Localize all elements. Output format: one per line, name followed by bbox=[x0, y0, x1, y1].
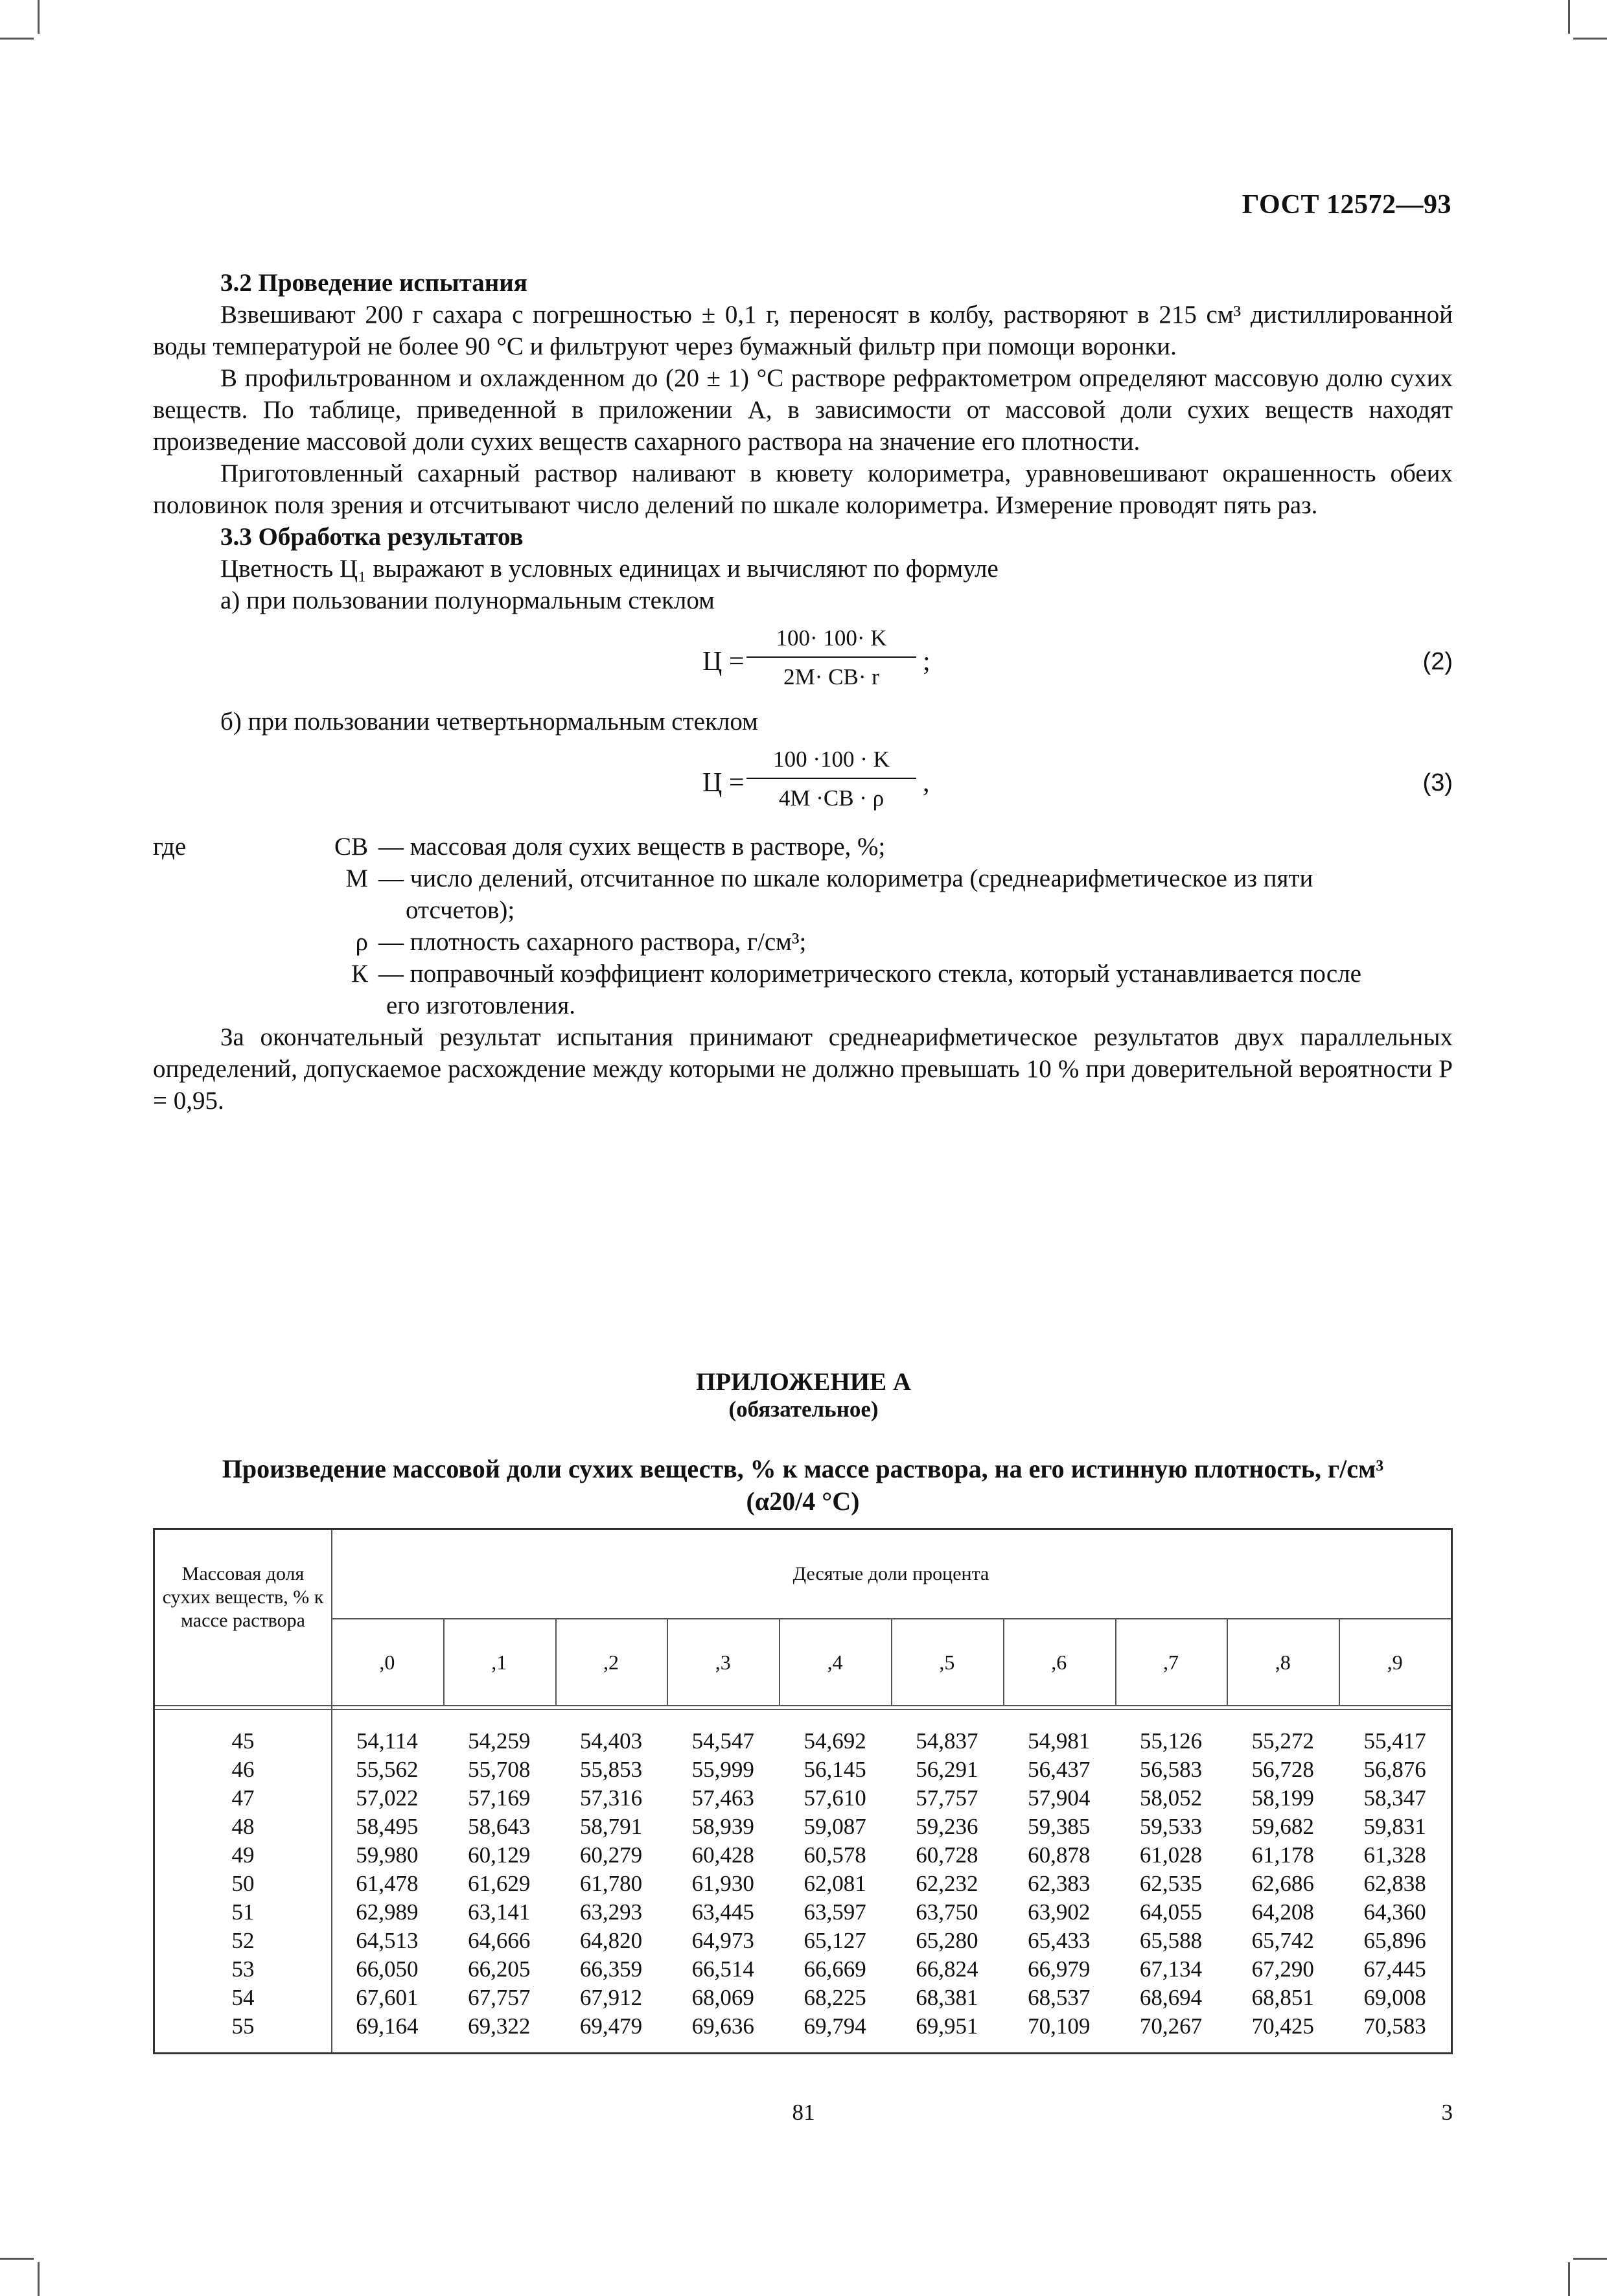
formula-numerator: 100 ·100 · K bbox=[773, 747, 890, 772]
table-cell: 63,141 bbox=[468, 1899, 531, 1925]
table-cell: 54,547 bbox=[691, 1728, 754, 1754]
section-3-2-title: 3.2 Проведение испытания bbox=[220, 269, 527, 297]
body-text bbox=[153, 267, 1453, 1117]
table-grid-line bbox=[331, 1618, 1451, 1619]
where-prefix: где bbox=[153, 833, 187, 861]
group-header: Десятые доли процента bbox=[792, 1563, 989, 1584]
density-table bbox=[153, 1528, 1453, 2054]
formula-lhs: Ц = bbox=[702, 647, 745, 677]
variable-definitions bbox=[153, 831, 1453, 1021]
crop-mark bbox=[38, 2262, 40, 2296]
table-cell: 61,478 bbox=[356, 1871, 419, 1896]
paragraph: Цветность Ц₁ выражают в условных единицах и вычисляют по формуле bbox=[220, 555, 999, 583]
table-cell: 68,069 bbox=[691, 1985, 754, 2010]
column-header: ,7 bbox=[1162, 1651, 1179, 1674]
formula-lhs: Ц = bbox=[702, 768, 745, 798]
table-cell: 64,666 bbox=[468, 1928, 531, 1953]
table-cell: 69,164 bbox=[356, 2013, 419, 2039]
table-cell: 60,129 bbox=[468, 1842, 531, 1868]
crop-mark bbox=[1568, 2262, 1570, 2296]
row-key: 50 bbox=[231, 1871, 255, 1896]
table-cell: 65,742 bbox=[1251, 1928, 1314, 1953]
table-cell: 59,533 bbox=[1139, 1814, 1203, 1839]
column-header: ,0 bbox=[379, 1651, 395, 1674]
formula-number: (2) bbox=[1422, 648, 1453, 675]
crop-mark bbox=[0, 38, 34, 40]
formula-fraction bbox=[746, 741, 916, 813]
case-b-label: б) при пользовании четвертьнормальным стеклом bbox=[220, 708, 758, 736]
table-cell: 69,322 bbox=[468, 2013, 531, 2039]
column-header: ,8 bbox=[1275, 1651, 1291, 1674]
appendix-title: ПРИЛОЖЕНИЕ А bbox=[695, 1368, 912, 1396]
table-cell: 66,514 bbox=[691, 1956, 754, 1982]
table-cell: 55,853 bbox=[579, 1757, 643, 1782]
table-cell: 69,636 bbox=[691, 2013, 754, 2039]
table-cell: 70,267 bbox=[1139, 2013, 1203, 2039]
formula-punctuation: ; bbox=[923, 647, 931, 677]
row-key: 54 bbox=[231, 1985, 255, 2010]
table-cell: 54,981 bbox=[1028, 1728, 1091, 1754]
definition-text: — число делений, отсчитанное по шкале колориметра (среднеарифметическое из пяти bbox=[378, 864, 1313, 892]
table-cell: 66,050 bbox=[356, 1956, 419, 1982]
table-cell: 62,383 bbox=[1028, 1871, 1091, 1896]
table-cell: 60,728 bbox=[916, 1842, 978, 1868]
table-cell: 61,629 bbox=[468, 1871, 531, 1896]
table-cell: 69,794 bbox=[804, 2013, 866, 2039]
row-key: 53 bbox=[231, 1956, 255, 1982]
table-cell: 62,232 bbox=[916, 1871, 978, 1896]
definition-symbol: СВ bbox=[334, 833, 368, 861]
page-number: 3 bbox=[1441, 2100, 1453, 2125]
table-cell: 55,562 bbox=[356, 1757, 419, 1782]
table-cell: 62,838 bbox=[1363, 1871, 1426, 1896]
table-cell: 65,280 bbox=[916, 1928, 978, 1953]
table-cell: 55,417 bbox=[1363, 1728, 1426, 1754]
table-cell: 56,437 bbox=[1028, 1757, 1091, 1782]
table-cell: 65,588 bbox=[1139, 1928, 1203, 1953]
table-cell: 57,022 bbox=[356, 1785, 419, 1811]
table-cell: 66,979 bbox=[1028, 1956, 1091, 1982]
table-cell: 57,757 bbox=[916, 1785, 978, 1811]
table-cell: 67,290 bbox=[1251, 1956, 1314, 1982]
definition-continuation: его изготовления. bbox=[386, 991, 576, 1019]
formula-denominator: 4M ·CB · ρ bbox=[778, 785, 884, 811]
table-cell: 59,682 bbox=[1251, 1814, 1314, 1839]
table-cell: 55,999 bbox=[691, 1757, 754, 1782]
table-cell: 64,208 bbox=[1251, 1899, 1314, 1925]
formula-number: (3) bbox=[1422, 769, 1453, 796]
case-a-label: а) при пользовании полунормальным стеклом bbox=[220, 586, 715, 614]
formula-punctuation: , bbox=[923, 768, 930, 798]
table-cell: 65,127 bbox=[804, 1928, 866, 1953]
table-cell: 58,052 bbox=[1139, 1785, 1203, 1811]
definition-k bbox=[153, 958, 1453, 990]
crop-mark bbox=[0, 2258, 34, 2260]
table-cell: 67,912 bbox=[579, 1985, 643, 2010]
table-cell: 55,126 bbox=[1139, 1728, 1203, 1754]
table-cell: 68,694 bbox=[1139, 1985, 1203, 2010]
table-cell: 60,279 bbox=[579, 1842, 643, 1868]
table-caption-line: (α20/4 °С) bbox=[746, 1487, 860, 1516]
table-caption bbox=[153, 1453, 1453, 1518]
table-cell: 56,728 bbox=[1251, 1757, 1314, 1782]
table-cell: 59,236 bbox=[916, 1814, 978, 1839]
footer-sheet-number: 81 bbox=[792, 2100, 815, 2125]
definition-text: — плотность сахарного раствора, г/см³; bbox=[378, 928, 807, 956]
table-cell: 58,939 bbox=[691, 1814, 754, 1839]
table-cell: 62,535 bbox=[1139, 1871, 1203, 1896]
table-cell: 62,686 bbox=[1251, 1871, 1314, 1896]
table-cell: 67,134 bbox=[1139, 1956, 1203, 1982]
table-cell: 66,669 bbox=[804, 1956, 866, 1982]
table-cell: 64,360 bbox=[1363, 1899, 1426, 1925]
table-cell: 57,610 bbox=[804, 1785, 866, 1811]
table-cell: 64,513 bbox=[356, 1928, 419, 1953]
paragraph: Взвешивают 200 г сахара с погрешностью ± 0,1 г, переносят в колбу, растворяют в 215 см³ дистиллированной воды температурой не более 90 °С и фильтруют через бумажный фильтр при помощи воронки. bbox=[153, 301, 1453, 360]
table-cell: 58,199 bbox=[1251, 1785, 1314, 1811]
table-cell: 57,904 bbox=[1028, 1785, 1091, 1811]
table-cell: 57,316 bbox=[579, 1785, 643, 1811]
column-header: ,2 bbox=[603, 1651, 619, 1674]
table-cell: 61,328 bbox=[1363, 1842, 1426, 1868]
table-cell: 59,385 bbox=[1028, 1814, 1091, 1839]
row-key: 51 bbox=[231, 1899, 255, 1925]
definition-symbol: К bbox=[351, 960, 368, 988]
table-cell: 70,583 bbox=[1363, 2013, 1426, 2039]
table-cell: 59,831 bbox=[1363, 1814, 1426, 1839]
column-header: ,1 bbox=[491, 1651, 507, 1674]
definition-rho bbox=[153, 926, 1453, 958]
paragraph-final-result: За окончательный результат испытания принимают среднеарифметическое результатов двух параллельных определений, допускаемое расхождение между которыми не должно превышать 10 % при доверительной вероятности P = 0,95. bbox=[153, 1023, 1453, 1115]
table-cell: 63,902 bbox=[1028, 1899, 1091, 1925]
table-cell: 63,750 bbox=[916, 1899, 978, 1925]
column-header: ,3 bbox=[715, 1651, 731, 1674]
table-cell: 54,114 bbox=[356, 1728, 418, 1754]
paragraph: В профильтрованном и охлажденном до (20 ± 1) °С растворе рефрактометром определяют массовую долю сухих веществ. По таблице, приведенной в приложении А, в зависимости от массовой доли сухих веществ находят произведение массовой доли сухих веществ сахарного раствора на значение его плотности. bbox=[153, 364, 1453, 456]
formula-3 bbox=[153, 741, 1453, 824]
row-key: 55 bbox=[231, 2013, 255, 2039]
table-caption-line: Произведение массовой доли сухих веществ, % к массе раствора, на его истинную плотность, г/см³ bbox=[222, 1454, 1384, 1483]
table-cell: 62,989 bbox=[356, 1899, 419, 1925]
table-cell: 60,428 bbox=[691, 1842, 754, 1868]
table-cell: 67,445 bbox=[1363, 1956, 1426, 1982]
table-cell: 57,169 bbox=[468, 1785, 531, 1811]
column-header: ,5 bbox=[939, 1651, 955, 1674]
table-cell: 58,347 bbox=[1363, 1785, 1426, 1811]
formula-denominator: 2M· CB· r bbox=[783, 664, 879, 690]
definition-text: — поправочный коэффициент колориметрического стекла, который устанавливается после bbox=[378, 960, 1361, 988]
crop-mark bbox=[1573, 38, 1607, 40]
table-cell: 59,087 bbox=[804, 1814, 866, 1839]
crop-mark bbox=[1573, 2258, 1607, 2260]
definition-text: — массовая доля сухих веществ в растворе, %; bbox=[378, 833, 886, 861]
row-header: Массовая доля сухих веществ, % к массе раствора bbox=[162, 1563, 324, 1631]
row-key: 46 bbox=[231, 1757, 255, 1782]
table-cell: 55,708 bbox=[468, 1757, 531, 1782]
section-3-3-title: 3.3 Обработка результатов bbox=[220, 523, 524, 551]
table-cell: 56,145 bbox=[804, 1757, 866, 1782]
table-cell: 70,109 bbox=[1028, 2013, 1091, 2039]
table-cell: 66,359 bbox=[579, 1956, 643, 1982]
table-cell: 54,259 bbox=[468, 1728, 531, 1754]
table-cell: 65,896 bbox=[1363, 1928, 1426, 1953]
table-cell: 68,381 bbox=[916, 1985, 978, 2010]
definition-symbol: ρ bbox=[355, 928, 368, 956]
row-key: 47 bbox=[231, 1785, 255, 1811]
document-code-header: ГОСТ 12572—93 bbox=[1242, 190, 1451, 220]
paragraph: Приготовленный сахарный раствор наливают в кювету колориметра, уравновешивают окрашенность обеих половинок поля зрения и отсчитывают число делений по шкале колориметра. Измерение проводят пять раз. bbox=[153, 459, 1453, 519]
crop-mark bbox=[38, 0, 40, 34]
table-grid-line bbox=[155, 1709, 1451, 1710]
table-cell: 64,055 bbox=[1139, 1899, 1203, 1925]
column-header: ,9 bbox=[1387, 1651, 1403, 1674]
table-cell: 70,425 bbox=[1251, 2013, 1314, 2039]
appendix-subtitle: (обязательное) bbox=[728, 1397, 879, 1422]
table-cell: 54,403 bbox=[579, 1728, 643, 1754]
table-cell: 66,824 bbox=[916, 1956, 978, 1982]
table-cell: 58,495 bbox=[356, 1814, 419, 1839]
table-cell: 68,225 bbox=[804, 1985, 866, 2010]
crop-mark bbox=[1568, 0, 1570, 34]
table-grid-line bbox=[155, 1705, 1451, 1706]
table-cell: 60,578 bbox=[804, 1842, 866, 1868]
table-cell: 67,601 bbox=[356, 1985, 419, 2010]
table-cell: 58,643 bbox=[468, 1814, 531, 1839]
table-cell: 60,878 bbox=[1028, 1842, 1091, 1868]
column-header: ,6 bbox=[1051, 1651, 1067, 1674]
table-cell: 62,081 bbox=[804, 1871, 866, 1896]
table-cell: 61,028 bbox=[1139, 1842, 1203, 1868]
definition-continuation: отсчетов); bbox=[406, 896, 515, 924]
table-cell: 58,791 bbox=[579, 1814, 643, 1839]
table-cell: 68,537 bbox=[1028, 1985, 1091, 2010]
table-cell: 63,293 bbox=[579, 1899, 643, 1925]
definition-m bbox=[153, 863, 1453, 894]
table-cell: 55,272 bbox=[1251, 1728, 1314, 1754]
table-cell: 61,178 bbox=[1251, 1842, 1314, 1868]
row-key: 52 bbox=[231, 1928, 255, 1953]
row-key: 48 bbox=[231, 1814, 255, 1839]
table-cell: 63,445 bbox=[691, 1899, 754, 1925]
table-cell: 54,837 bbox=[916, 1728, 978, 1754]
row-key: 49 bbox=[231, 1842, 255, 1868]
table-cell: 61,780 bbox=[579, 1871, 643, 1896]
table-cell: 66,205 bbox=[468, 1956, 531, 1982]
table-cell: 69,008 bbox=[1363, 1985, 1426, 2010]
row-key: 45 bbox=[231, 1728, 255, 1754]
formula-2 bbox=[153, 620, 1453, 703]
table-cell: 63,597 bbox=[804, 1899, 866, 1925]
table-cell: 56,583 bbox=[1139, 1757, 1203, 1782]
table-cell: 56,291 bbox=[916, 1757, 978, 1782]
definition-sv bbox=[153, 831, 1453, 863]
column-header: ,4 bbox=[827, 1651, 843, 1674]
table-cell: 59,980 bbox=[356, 1842, 419, 1868]
table-cell: 64,820 bbox=[579, 1928, 643, 1953]
table-cell: 56,876 bbox=[1363, 1757, 1426, 1782]
formula-numerator: 100· 100· K bbox=[776, 625, 887, 651]
formula-fraction bbox=[746, 620, 916, 691]
table-cell: 68,851 bbox=[1251, 1985, 1314, 2010]
table-cell: 67,757 bbox=[468, 1985, 531, 2010]
table-cell: 64,973 bbox=[691, 1928, 754, 1953]
table-cell: 69,479 bbox=[579, 2013, 643, 2039]
table-cell: 65,433 bbox=[1028, 1928, 1091, 1953]
definition-symbol: М bbox=[345, 864, 368, 892]
table-cell: 61,930 bbox=[691, 1871, 754, 1896]
table-cell: 69,951 bbox=[916, 2013, 978, 2039]
table-cell: 54,692 bbox=[804, 1728, 866, 1754]
table-cell: 57,463 bbox=[691, 1785, 754, 1811]
